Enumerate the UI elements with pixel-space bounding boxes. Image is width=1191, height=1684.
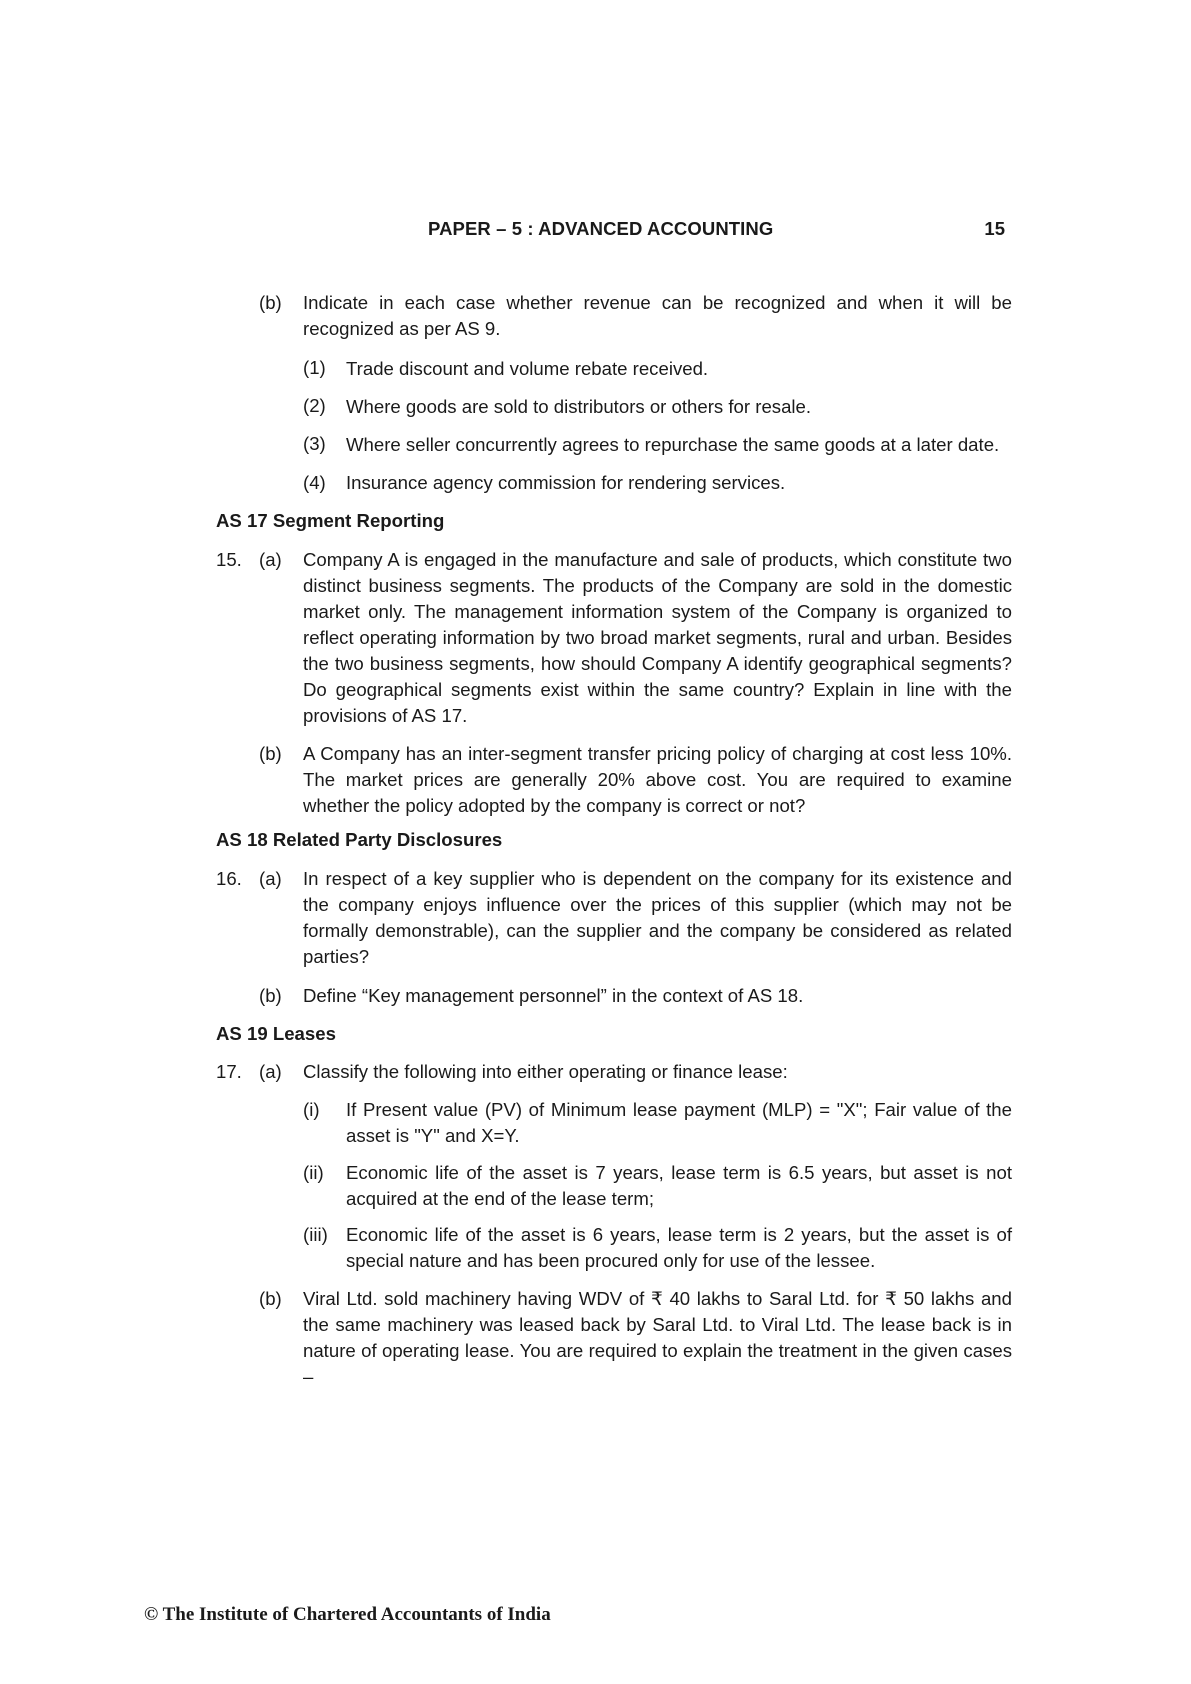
q17a-item-iii-text: Economic life of the asset is 6 years, lease term is 2 years, but the asset is of special nature and has been procured only for use of the lessee. bbox=[346, 1224, 1012, 1271]
q17-number: 17. bbox=[216, 1061, 242, 1082]
q15b-label: (b) bbox=[259, 743, 282, 764]
q16b-text: Define “Key management personnel” in the context of AS 18. bbox=[303, 985, 804, 1006]
q14b-item-2-num: (2) bbox=[303, 395, 326, 416]
q17b-label: (b) bbox=[259, 1288, 282, 1309]
q17a-item-i-text: If Present value (PV) of Minimum lease payment (MLP) = "X"; Fair value of the asset is "Y" and X=Y. bbox=[346, 1099, 1012, 1146]
q16a-label: (a) bbox=[259, 868, 282, 889]
copyright-footer: © The Institute of Chartered Accountants of India bbox=[144, 1604, 551, 1625]
q14b-item-4-text: Insurance agency commission for rendering services. bbox=[346, 472, 786, 493]
section-heading-as19: AS 19 Leases bbox=[216, 1023, 336, 1044]
q14b-item-1-num: (1) bbox=[303, 357, 326, 378]
q17b-text: Viral Ltd. sold machinery having WDV of ₹ 40 lakhs to Saral Ltd. for ₹ 50 lakhs and the same machinery was leased back by Saral Ltd. to Viral Ltd. The lease back is in nature of operating lease. You are required to explain the treatment in the given cases – bbox=[303, 1288, 1012, 1387]
q14b-item-3-text: Where seller concurrently agrees to repurchase the same goods at a later date. bbox=[346, 434, 1000, 455]
q14b-text: Indicate in each case whether revenue can be recognized and when it will be recognized as per AS 9. bbox=[303, 292, 1012, 339]
q15b-text: A Company has an inter-segment transfer pricing policy of charging at cost less 10%. The market prices are generally 20% above cost. You are required to examine whether the policy adopted by the company is correct or not? bbox=[303, 743, 1012, 816]
q16a-text: In respect of a key supplier who is dependent on the company for its existence and the company enjoys influence over the prices of this supplier (which may not be formally demonstrable), can the supplier and the company be considered as related parties? bbox=[303, 868, 1012, 967]
q14b-item-2-text: Where goods are sold to distributors or others for resale. bbox=[346, 396, 812, 417]
q17a-label: (a) bbox=[259, 1061, 282, 1082]
q14b-label: (b) bbox=[259, 292, 282, 313]
q17a-item-i-num: (i) bbox=[303, 1099, 320, 1120]
running-header bbox=[0, 218, 1191, 242]
section-heading-as18: AS 18 Related Party Disclosures bbox=[216, 829, 503, 850]
q15a-text: Company A is engaged in the manufacture and sale of products, which constitute two distinct business segments. The products of the Company are sold in the domestic market only. The management information system of the Company is organized to reflect operating information by two broad market segments, rural and urban. Besides the two business segments, how should Company A identify geographical segments? Do geographical segments exist within the same country? Explain in line with the provisions of AS 17. bbox=[303, 549, 1012, 726]
q17a-text: Classify the following into either operating or finance lease: bbox=[303, 1061, 788, 1082]
page-number: 15 bbox=[984, 218, 1005, 239]
q14b-item-4-num: (4) bbox=[303, 472, 326, 493]
section-heading-as17: AS 17 Segment Reporting bbox=[216, 510, 445, 531]
q15a-label: (a) bbox=[259, 549, 282, 570]
paper-title: PAPER – 5 : ADVANCED ACCOUNTING bbox=[428, 218, 774, 239]
q15-number: 15. bbox=[216, 549, 242, 570]
q17a-item-ii-num: (ii) bbox=[303, 1162, 324, 1183]
q16-number: 16. bbox=[216, 868, 242, 889]
q17a-item-ii-text: Economic life of the asset is 7 years, lease term is 6.5 years, but asset is not acquired at the end of the lease term; bbox=[346, 1162, 1012, 1209]
q14b-item-3-num: (3) bbox=[303, 433, 326, 454]
q16b-label: (b) bbox=[259, 985, 282, 1006]
q14b-item-1-text: Trade discount and volume rebate received. bbox=[346, 358, 709, 379]
q17a-item-iii-num: (iii) bbox=[303, 1224, 328, 1245]
